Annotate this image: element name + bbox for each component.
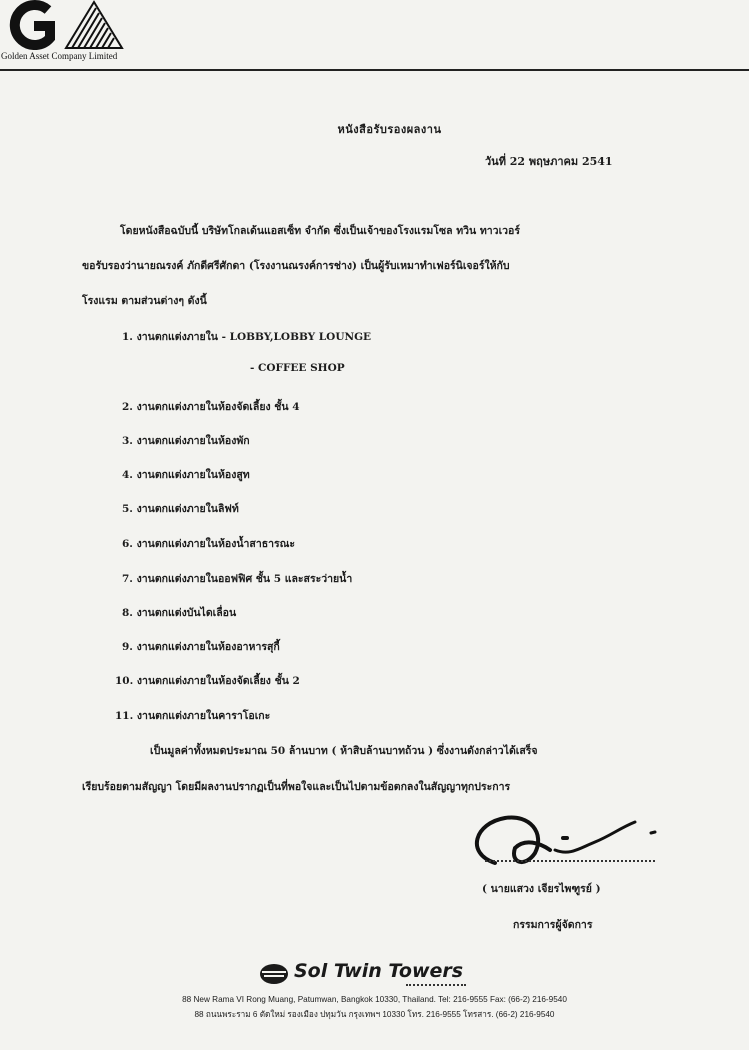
list-item: 1. งานตกแต่งภายใน - LOBBY,LOBBY LOUNGE xyxy=(122,331,372,343)
paragraph-2-line-2: เรียบร้อยตามสัญญา โดยมีผลงานปรากฏเป็นที่พอใจและเป็นไปตามข้อตกลงในสัญญาทุกประการ xyxy=(82,781,511,793)
list-item: - COFFEE SHOP xyxy=(250,362,345,374)
company-logo xyxy=(0,0,150,66)
paragraph-1-line-2: ขอรับรองว่านายณรงค์ ภักดีศรีศักดา (โรงงานณรงค์การช่าง) เป็นผู้รับเหมาทำเฟอร์นิเจอร์ให้กับ xyxy=(82,260,510,272)
sol-twin-towers-logo-icon xyxy=(258,962,290,986)
list-item: 8. งานตกแต่งบันไดเลื่อน xyxy=(122,607,237,619)
signer-name: ( นายแสวง เจียรไพฑูรย์ ) xyxy=(482,883,601,895)
paragraph-1-line-3: โรงแรม ตามส่วนต่างๆ ดังนี้ xyxy=(82,295,207,307)
footer-brand-name: Sol Twin Towers xyxy=(294,960,464,982)
header-divider xyxy=(0,69,749,71)
list-item: 11. งานตกแต่งภายในคาราโอเกะ xyxy=(115,710,271,722)
list-item: 3. งานตกแต่งภายในห้องพัก xyxy=(122,435,250,447)
footer-address-english: 88 New Rama VI Rong Muang, Patumwan, Bangkok 10330, Thailand. Tel: 216-9555 Fax: (66-2) 216-9540 xyxy=(182,995,567,1004)
signature-line xyxy=(485,860,655,862)
list-item: 6. งานตกแต่งภายในห้องน้ำสาธารณะ xyxy=(122,538,296,550)
footer-brand-underline xyxy=(406,984,466,986)
signer-position: กรรมการผู้จัดการ xyxy=(513,919,593,931)
list-item: 2. งานตกแต่งภายในห้องจัดเลี้ยง ชั้น 4 xyxy=(122,401,300,413)
handwritten-signature xyxy=(455,808,675,878)
list-item: 4. งานตกแต่งภายในห้องสูท xyxy=(122,469,250,481)
list-item: 7. งานตกแต่งภายในออฟฟิศ ชั้น 5 และสระว่ายน้ำ xyxy=(122,573,353,585)
document-title: หนังสือรับรองผลงาน xyxy=(337,123,442,136)
paragraph-2-line-1: เป็นมูลค่าทั้งหมดประมาณ 50 ล้านบาท ( ห้าสิบล้านบาทถ้วน ) ซึ่งงานดังกล่าวได้เสร็จ xyxy=(150,745,538,757)
footer-address-thai: 88 ถนนพระราม 6 ตัดใหม่ รองเมือง ปทุมวัน กรุงเทพฯ 10330 โทร. 216-9555 โทรสาร. (66-2) 216-9540 xyxy=(194,1010,555,1019)
list-item: 10. งานตกแต่งภายในห้องจัดเลี้ยง ชั้น 2 xyxy=(115,675,300,687)
company-name: Golden Asset Company Limited xyxy=(1,51,118,61)
list-item: 9. งานตกแต่งภายในห้องอาหารสุกี้ xyxy=(122,641,280,653)
document-date: วันที่ 22 พฤษภาคม 2541 xyxy=(485,155,613,168)
footer-brand xyxy=(258,960,478,994)
golden-asset-logo-icon xyxy=(6,0,136,50)
paragraph-1-line-1: โดยหนังสือฉบับนี้ บริษัทโกลเด้นแอสเซ็ท จำกัด ซึ่งเป็นเจ้าของโรงแรมโซล ทวิน ทาวเวอร์ xyxy=(120,225,521,237)
list-item: 5. งานตกแต่งภายในลิฟท์ xyxy=(122,503,239,515)
